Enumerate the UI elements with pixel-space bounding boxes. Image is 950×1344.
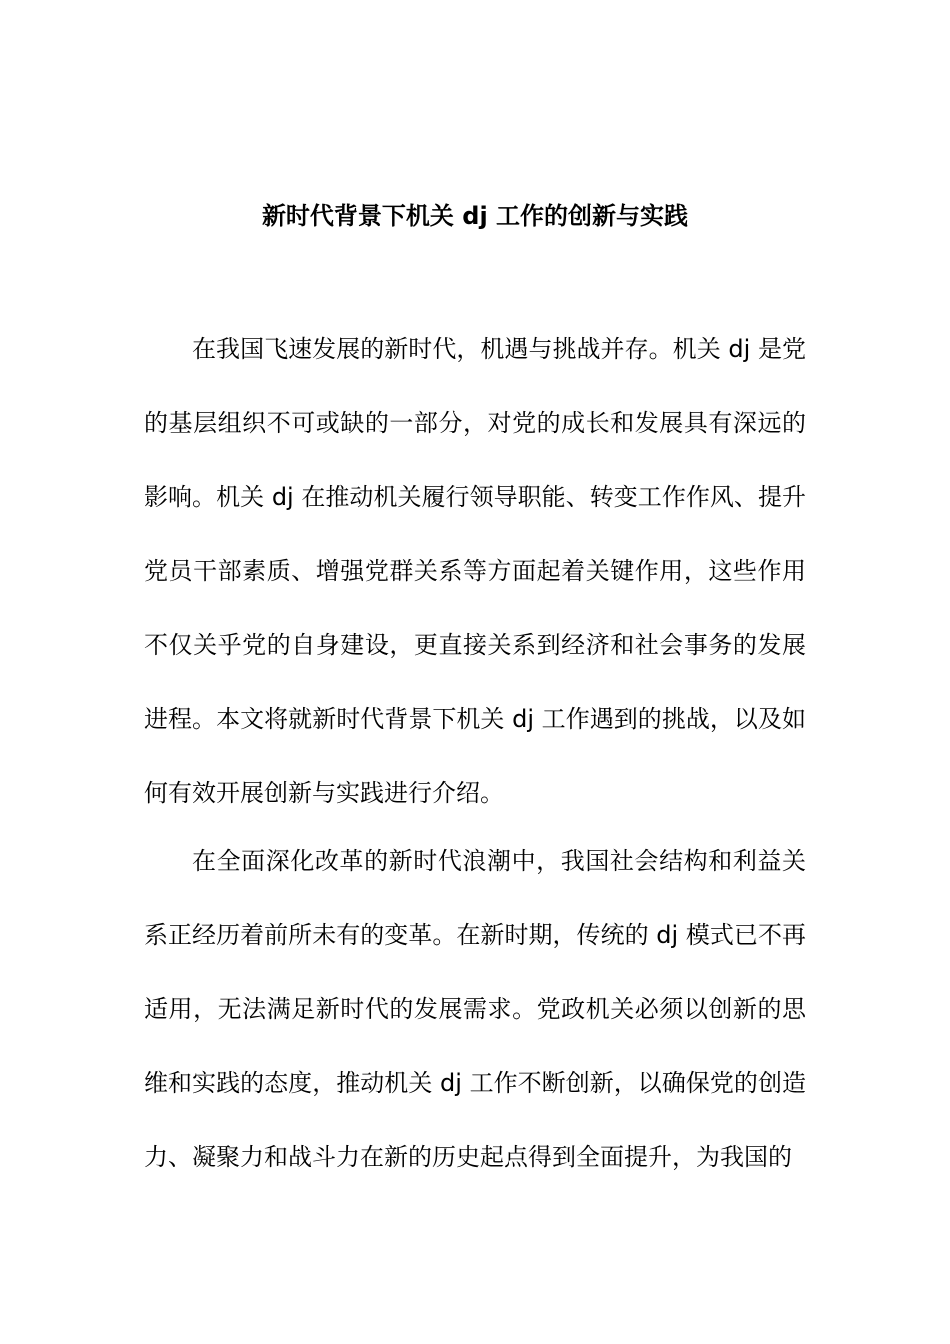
- document-title: 新时代背景下机关 dj 工作的创新与实践: [261, 202, 689, 230]
- paragraph-1: 在我国飞速发展的新时代，机遇与挑战并存。机关 dj 是党的基层组织不可或缺的一部分，对党的成长和发展具有深远的影响。机关 dj 在推动机关履行领导职能、转变工作作风、提升党员干部素质、增强党群关系等方面起着关键作用，这些作用不仅关乎党的自身建设，更直接关系到经济和社会事务的发展进程。本文将就新时代背景下机关 dj 工作遇到的挑战，以及如何有效开展创新与实践进行介绍。: [144, 335, 806, 807]
- paragraph-2: 在全面深化改革的新时代浪潮中，我国社会结构和利益关系正经历着前所未有的变革。在新时期，传统的 dj 模式已不再适用，无法满足新时代的发展需求。党政机关必须以创新的思维和实践的态度，推动机关 dj 工作不断创新，以确保党的创造力、凝聚力和战斗力在新的历史起点得到全面提升，为我国的: [144, 847, 806, 1171]
